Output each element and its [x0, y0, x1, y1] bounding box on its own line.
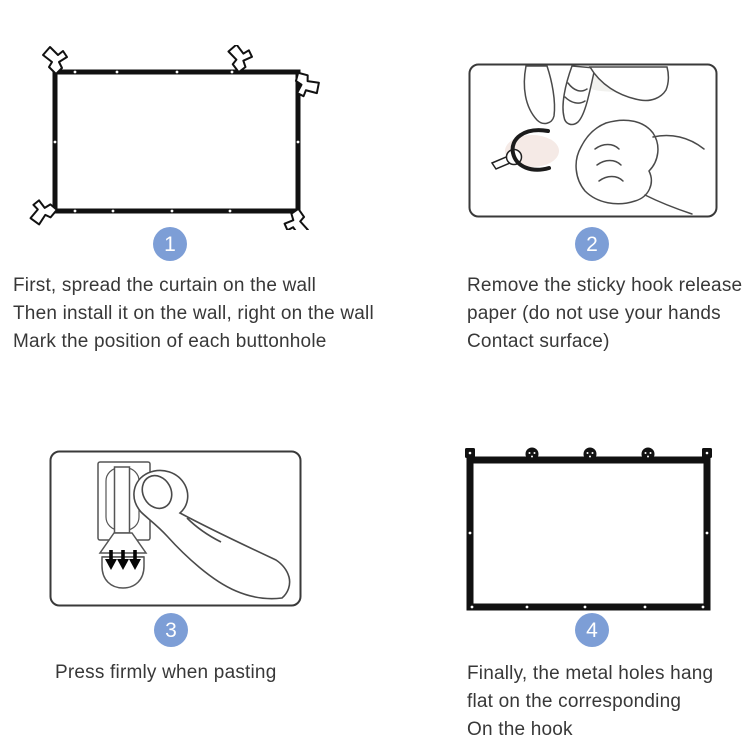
step-2-text-line: paper (do not use your hands	[467, 303, 721, 324]
step-1-text-line: Mark the position of each buttonhole	[13, 331, 327, 352]
step-3-text-line: Press firmly when pasting	[55, 662, 277, 683]
step-1-text	[13, 272, 374, 356]
step-2-text-line: Remove the sticky hook release	[467, 275, 743, 296]
step-3-text	[55, 659, 276, 687]
step-2-illustration	[468, 63, 718, 218]
step-3-illustration	[49, 450, 302, 607]
hook-stem	[115, 467, 130, 533]
step-4-badge: 4	[575, 613, 609, 647]
step-2-text	[467, 272, 742, 356]
screen-border	[470, 460, 707, 607]
step-1-badge: 1	[153, 227, 187, 261]
step-2-text-line: Contact surface)	[467, 331, 610, 352]
step-1-illustration	[25, 45, 325, 230]
step-4-text-line: Finally, the metal holes hang	[467, 663, 714, 684]
step-4-text-line: flat on the corresponding	[467, 691, 682, 712]
screen-border	[55, 72, 298, 211]
step-1-text-line: First, spread the curtain on the wall	[13, 275, 317, 296]
press-down-arrow-icons	[105, 550, 141, 570]
step-1-text-line: Then install it on the wall, right on the wall	[13, 303, 374, 324]
step-4-text	[467, 660, 713, 744]
step-4-illustration	[450, 440, 720, 620]
step-4-text-line: On the hook	[467, 719, 573, 740]
step-3-badge: 3	[154, 613, 188, 647]
pin-icon	[226, 45, 254, 74]
step-2-badge: 2	[575, 227, 609, 261]
